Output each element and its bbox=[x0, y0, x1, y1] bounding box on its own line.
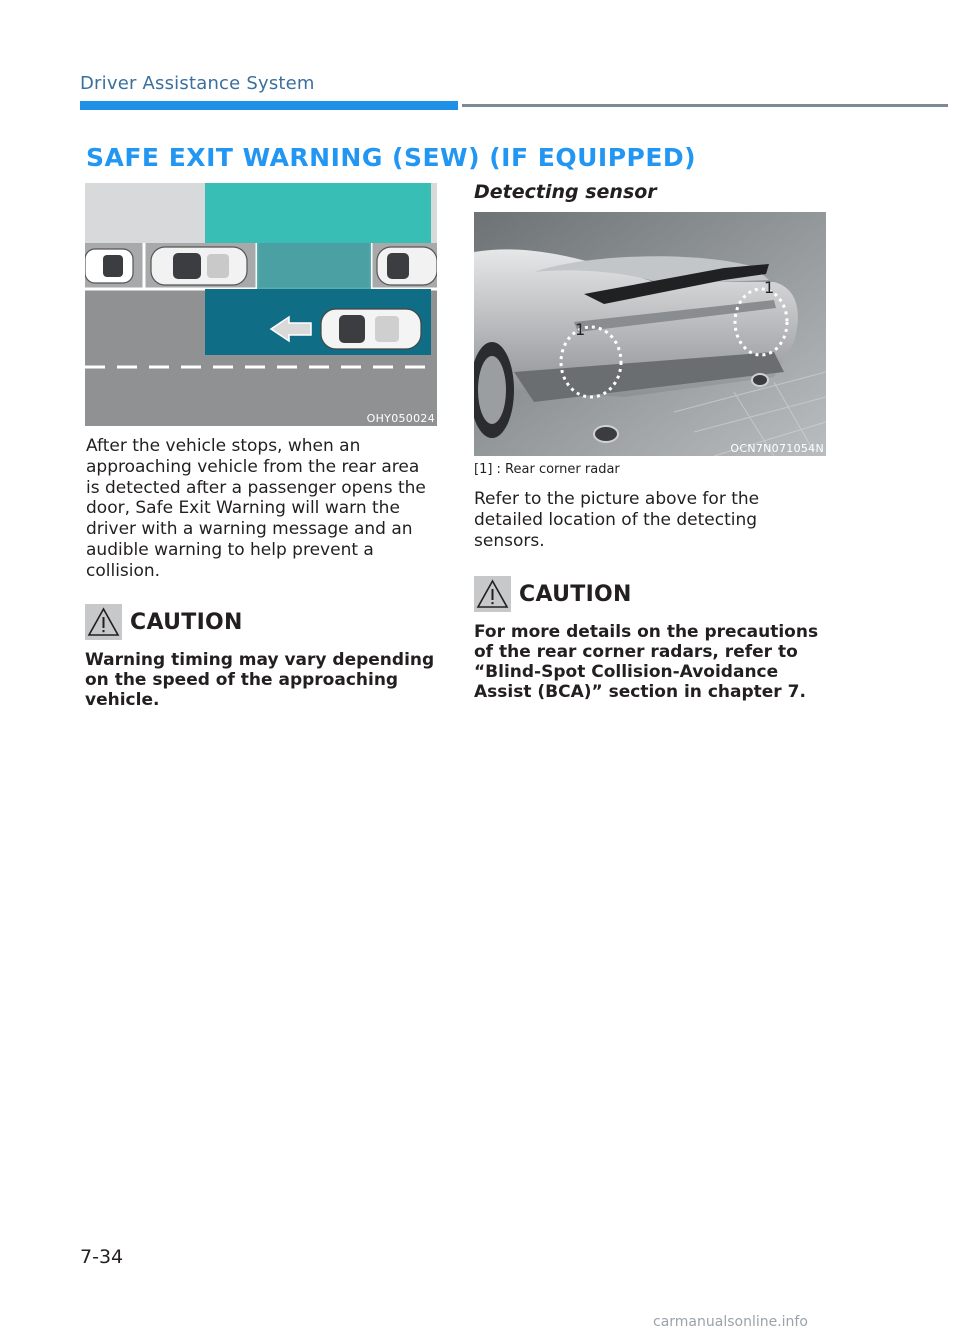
page-number: 7-34 bbox=[80, 1246, 124, 1268]
figure-code: OCN7N071054N bbox=[730, 442, 824, 455]
caution-box-timing bbox=[85, 604, 445, 710]
rear-radar-drawing bbox=[474, 212, 826, 456]
section-title: SAFE EXIT WARNING (SEW) (IF EQUIPPED) bbox=[86, 143, 697, 172]
parked-car-left bbox=[85, 249, 133, 283]
header-rule bbox=[462, 104, 948, 107]
subheading-detecting-sensor: Detecting sensor bbox=[474, 181, 657, 203]
approaching-car bbox=[321, 309, 421, 349]
figure-code: OHY050024 bbox=[366, 412, 435, 425]
figure-caption: [1] : Rear corner radar bbox=[474, 462, 620, 477]
caution-label: CAUTION bbox=[519, 581, 632, 607]
chapter-title: Driver Assistance System bbox=[80, 73, 315, 94]
caution-triangle-icon bbox=[85, 604, 122, 640]
sew-description: After the vehicle stops, when an approaching vehicle from the rear area is detected after a passenger opens the door, Safe Exit Warning will warn the driver with a warning message and an audible warning to help prevent a collision. bbox=[86, 436, 426, 581]
watermark: carmanualsonline.info bbox=[653, 1314, 808, 1330]
parked-car-middle bbox=[151, 247, 247, 285]
caution-text: For more details on the precautions of the rear corner radars, refer to “Blind-Spot Collision-Avoidance Assist (BCA)” section in chapter 7. bbox=[474, 622, 819, 702]
sensor-description: Refer to the picture above for the detailed location of the detecting sensors. bbox=[474, 489, 760, 551]
caution-label: CAUTION bbox=[130, 609, 243, 635]
caution-text: Warning timing may vary depending on the speed of the approaching vehicle. bbox=[85, 650, 435, 710]
caution-triangle-icon bbox=[474, 576, 511, 612]
figure-marker-right: 1 bbox=[764, 278, 775, 297]
figure-marker-left: 1 bbox=[575, 320, 586, 339]
parked-car-right bbox=[377, 247, 437, 285]
caution-box-radar bbox=[474, 576, 834, 702]
sew-illustration bbox=[85, 183, 437, 426]
sew-illustration-drawing bbox=[85, 183, 437, 426]
header-rule-accent bbox=[80, 101, 458, 110]
rear-radar-photo bbox=[474, 212, 826, 456]
